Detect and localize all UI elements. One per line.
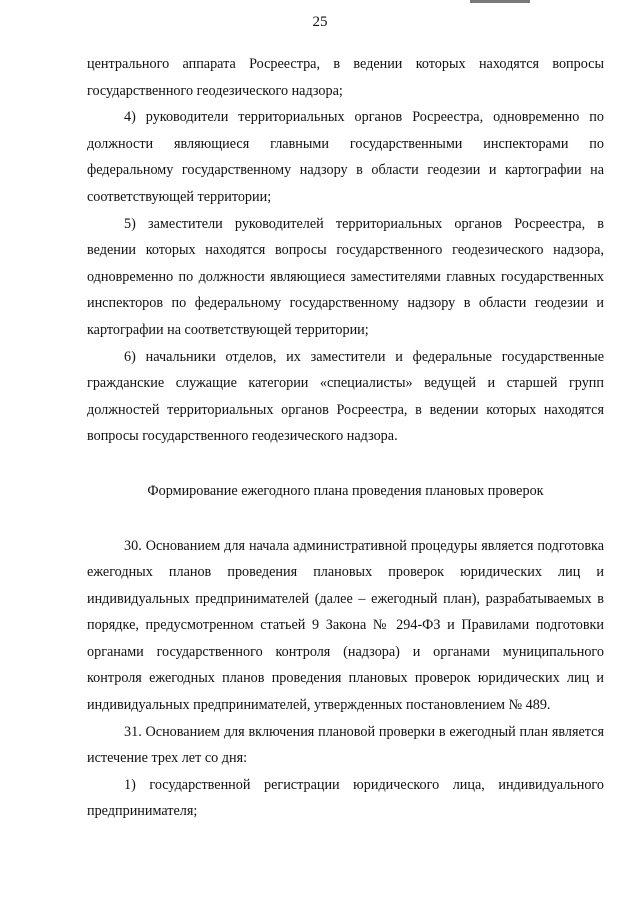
- page-number: 25: [312, 14, 328, 30]
- document-body: [87, 51, 604, 825]
- section-heading: Формирование ежегодного плана проведения плановых проверок: [147, 482, 544, 499]
- paragraph-item-5: 5) заместители руководителей территориальных органов Росреестра, в ведении которых находятся вопросы государственного геодезического надзора, одновременно по должности являющиеся заместителями главных государственных инспекторов по федеральному государственному надзору в области геодезии и картографии на соответствующей территории;: [87, 215, 604, 338]
- paragraph-continuation: центрального аппарата Росреестра, в ведении которых находятся вопросы государственного геодезического надзора;: [87, 56, 604, 99]
- scan-artifact: [470, 0, 530, 3]
- paragraph-31: 31. Основанием для включения плановой проверки в ежегодный план является истечение трех лет со дня:: [87, 723, 604, 767]
- paragraph-item-6: 6) начальники отделов, их заместители и федеральные государственные гражданские служащие категории «специалисты» ведущей и старшей групп должностей территориальных органов Росреестра, в ведении которых находятся вопросы государственного геодезического надзора.: [87, 348, 604, 445]
- paragraph-30: 30. Основанием для начала административной процедуры является подготовка ежегодных планов проведения плановых проверок юридических лиц и индивидуальных предпринимателей (далее – ежегодный план), разрабатываемых в порядке, предусмотренном статьей 9 Закона № 294-ФЗ и Правилами подготовки органами государственного контроля (надзора) и органами муниципального контроля ежегодных планов проведения плановых проверок юридических лиц и индивидуальных предпринимателей, утвержденных постановлением № 489.: [87, 537, 604, 714]
- paragraph-31-item-1: 1) государственной регистрации юридического лица, индивидуального предпринимателя;: [87, 776, 604, 820]
- spacer: [87, 450, 604, 478]
- paragraph-item-4: 4) руководители территориальных органов Росреестра, одновременно по должности являющиеся главными государственными инспекторами по федеральному государственному надзору в области геодезии и картографии на соответствующей территории;: [87, 109, 604, 205]
- spacer: [87, 505, 604, 533]
